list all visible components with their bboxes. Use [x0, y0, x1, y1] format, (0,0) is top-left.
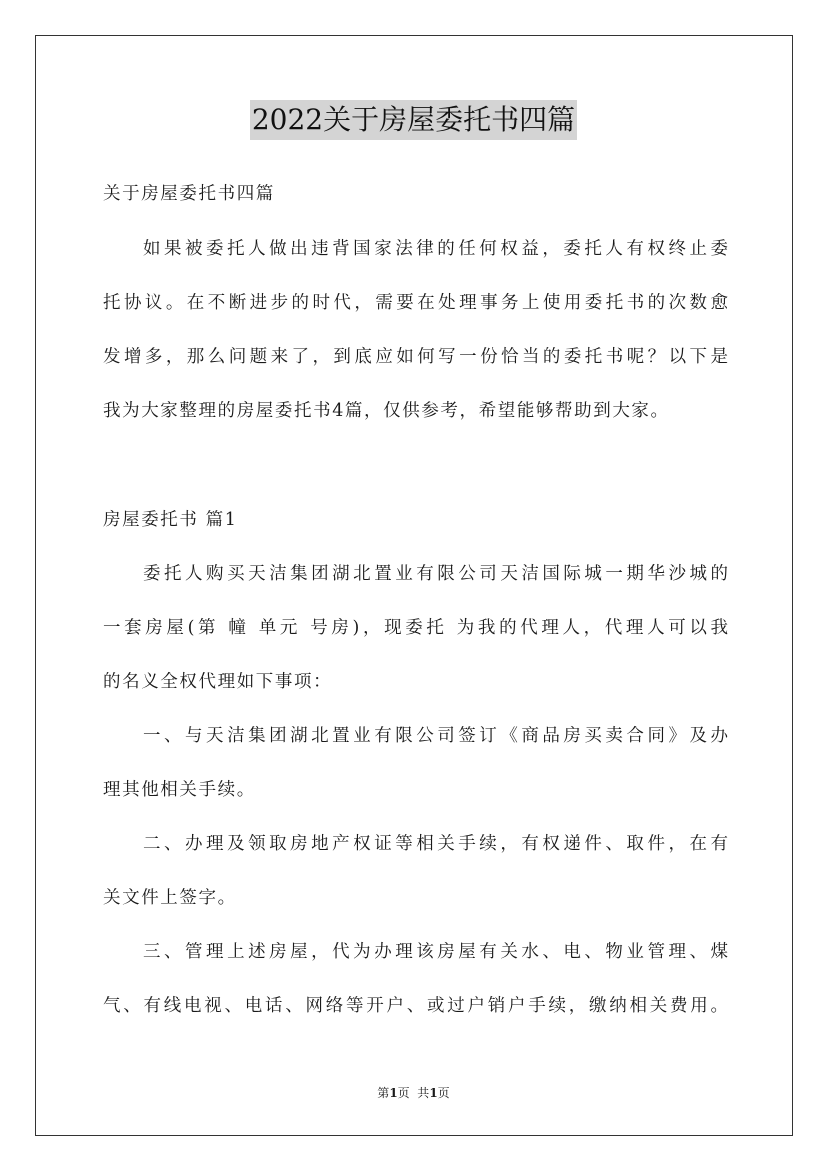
body-line-3: 的名义全权代理如下事项： — [103, 672, 333, 692]
body-line-7: 关文件上签字。 — [103, 888, 237, 908]
intro-line-1: 如果被委托人做出违背国家法律的任何权益，委托人有权终止委 — [143, 239, 728, 259]
document-title: 2022关于房屋委托书四篇 — [250, 100, 577, 140]
section-heading: 房屋委托书 篇1 — [103, 510, 238, 530]
intro-line-2: 托协议。在不断进步的时代，需要在处理事务上使用委托书的次数愈 — [103, 293, 728, 313]
body-line-8: 三、管理上述房屋，代为办理该房屋有关水、电、物业管理、煤 — [143, 942, 728, 962]
body-line-4: 一、与天洁集团湖北置业有限公司签订《商品房买卖合同》及办 — [143, 726, 728, 746]
footer-page-number: 1 — [389, 1086, 398, 1100]
footer-page-total: 1 — [429, 1086, 438, 1100]
document-subtitle: 关于房屋委托书四篇 — [103, 184, 275, 204]
intro-line-4: 我为大家整理的房屋委托书4篇，仅供参考，希望能够帮助到大家。 — [103, 401, 670, 421]
footer-page-mid: 页 共 — [397, 1086, 430, 1100]
intro-line-3: 发增多，那么问题来了，到底应如何写一份恰当的委托书呢？以下是 — [103, 347, 728, 367]
body-line-2: 一套房屋(第 幢 单元 号房)，现委托 为我的代理人，代理人可以我 — [103, 618, 728, 638]
title-container — [0, 100, 827, 140]
body-line-1: 委托人购买天洁集团湖北置业有限公司天洁国际城一期华沙城的 — [143, 564, 728, 584]
footer-page-prefix: 第 — [377, 1086, 390, 1100]
body-line-6: 二、办理及领取房地产权证等相关手续，有权递件、取件，在有 — [143, 834, 728, 854]
body-line-5: 理其他相关手续。 — [103, 780, 256, 800]
footer-page-suffix: 页 — [437, 1086, 450, 1100]
body-line-9: 气、有线电视、电话、网络等开户、或过户销户手续，缴纳相关费用。 — [103, 996, 728, 1016]
page-footer — [0, 1085, 827, 1101]
